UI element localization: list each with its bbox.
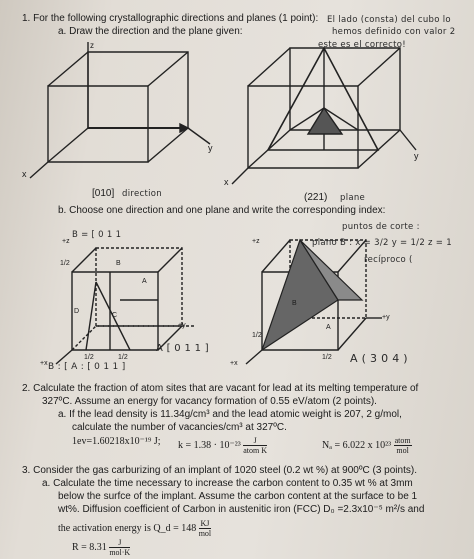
x-small-right: +x (230, 360, 238, 367)
eq-na-unit (394, 436, 412, 455)
y-small-left: +y (178, 322, 186, 329)
eq-avogadro (322, 436, 412, 455)
eq-boltzmann (178, 436, 267, 455)
eq-qd: the activation energy is Q_d = 148 (58, 522, 197, 534)
handwritten-note-3: este es el correcto! (318, 40, 406, 50)
x-axis-label-right: x (224, 177, 229, 187)
point-c-left: C (112, 312, 118, 319)
answer-a-direction: A [ 0 1 1 ] (156, 343, 209, 354)
eq-ev: 1ev=1.60218x10⁻¹⁹ J; (72, 436, 161, 447)
point-a-right: A (326, 324, 331, 331)
answer-b-direction: B : [ A : [ 0 1 1 ] (48, 362, 126, 372)
q3-a-line1: a. Calculate the time necessary to increase the carbon content to 0.35 wt % at 3mm (42, 478, 413, 489)
half-label-2: 1/2 (84, 354, 94, 361)
y-small-right: +y (382, 314, 390, 321)
eq-r-den: mol·K (109, 548, 131, 557)
half-label-4: 1/2 (252, 332, 262, 339)
y-axis-label-right: y (414, 151, 419, 161)
direction-caption: [010] (92, 188, 115, 199)
eq-qd-num: KJ (200, 519, 210, 528)
b-handwritten-direction: B = [ 0 1 1 (72, 230, 122, 240)
eq-k-num: J (243, 436, 267, 446)
answer-a-plane: A ( 3 0 4 ) (350, 352, 408, 365)
q3-title: 3. Consider the gas carburizing of an implant of 1020 steel (0.2 wt %) at 900ºC (3 points). (22, 465, 417, 476)
eq-k-den: atom K (243, 446, 268, 455)
eq-gas-constant (72, 538, 130, 557)
b-handwritten-plane: plano B : x = 3/2 y = 1/2 z = 1 (312, 238, 452, 248)
eq-k-unit (243, 436, 267, 455)
handwritten-note-2: hemos definido con valor 2 (332, 27, 456, 37)
q3-a-line2: below the surfce of the implant. Assume the carbon content at the surface to be 1 (58, 491, 418, 502)
half-label-3: 1/2 (118, 354, 128, 361)
z-small-left: +z (62, 238, 70, 245)
q2-title-cont: 327ºC. Assume an energy for vacancy formation of 0.55 eV/atom (2 points). (42, 396, 377, 407)
half-label-1: 1/2 (60, 260, 70, 267)
q1-b-label: b. Choose one direction and one plane and write the corresponding index: (58, 205, 386, 216)
eq-k: k = 1.38 · 10⁻²³ (178, 439, 241, 451)
eq-qd-unit (199, 519, 211, 538)
direction-caption-handwritten: direction (122, 189, 162, 199)
eq-na: Nₐ = 6.022 x 10²³ (322, 439, 392, 451)
q2-title: 2. Calculate the fraction of atom sites that are vacant for lead at its melting temperature of (22, 383, 419, 394)
x-small-left: +x (40, 360, 48, 367)
q3-a-line3: wt%. Diffusion coefficient of Carbon in austenitic iron (FCC) D₀ =2.3x10⁻⁵ m²/s and (58, 504, 425, 515)
cube-a-right (246, 240, 382, 364)
eq-na-num: atom (394, 436, 411, 445)
eq-r-num: J (109, 538, 130, 548)
y-axis-label-left: y (208, 143, 213, 153)
point-b-left: B (116, 260, 121, 267)
point-b-right: B (292, 300, 297, 307)
eq-r: R = 8.31 (72, 541, 107, 553)
q2-a-line2: calculate the number of vacancies/cm³ at 327ºC. (72, 422, 287, 433)
point-a-left: A (142, 278, 147, 285)
q1-title: 1. For the following crystallographic directions and planes (1 point): (22, 13, 319, 24)
cube-direction-010 (30, 42, 210, 178)
b-handwritten-reciprocal: recíproco ( (364, 255, 413, 265)
z-axis-label-left: z (90, 41, 94, 50)
plane-caption-handwritten: plane (340, 193, 366, 203)
eq-activation-energy (58, 519, 211, 538)
handwritten-note-1: El lado (consta) del cubo lo (327, 15, 451, 25)
half-label-5: 1/2 (322, 354, 332, 361)
q1-a-label: a. Draw the direction and the plane given: (58, 26, 243, 37)
q2-a-line1: a. If the lead density is 11.34g/cm³ and the lead atomic weight is 207, 2 g/mol, (58, 409, 402, 420)
cube-plane-221 (232, 48, 416, 184)
eq-qd-den: mol (198, 529, 212, 538)
eq-na-den: mol (396, 446, 409, 455)
x-axis-label-left: x (22, 169, 27, 179)
plane-caption: (221) (304, 192, 328, 203)
eq-r-unit (109, 538, 130, 557)
b-handwritten-points: puntos de corte : (342, 222, 420, 232)
z-small-right: +z (252, 238, 260, 245)
point-d-left: D (74, 308, 80, 315)
